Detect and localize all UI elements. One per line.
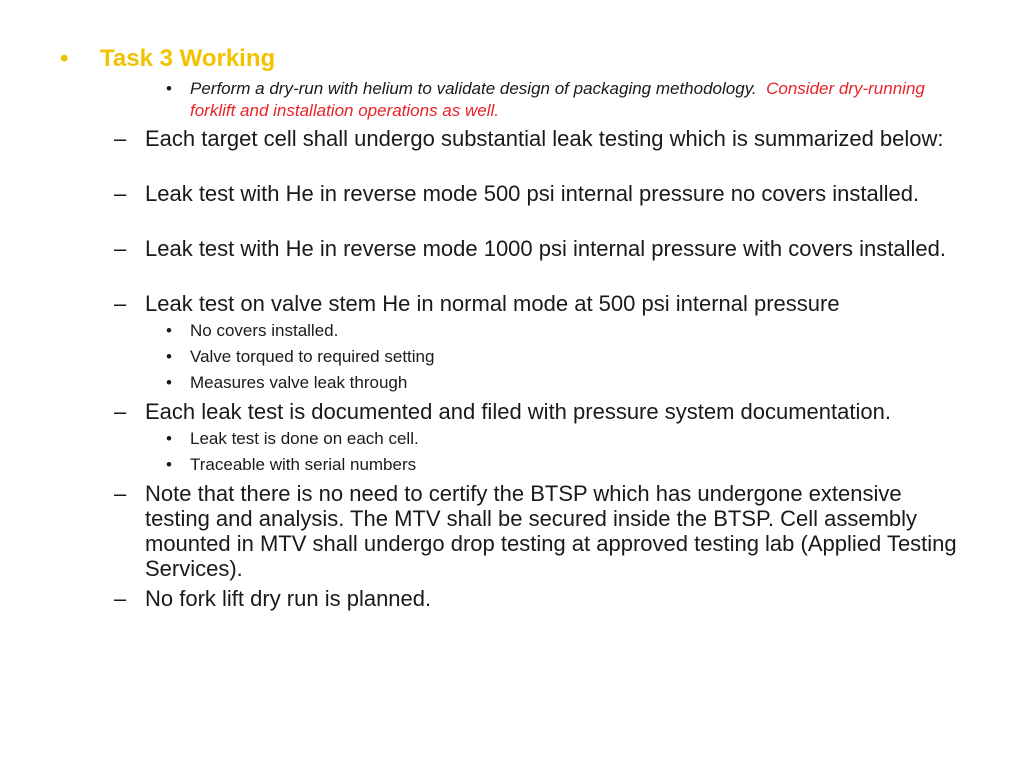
- sub-item-text: Traceable with serial numbers: [190, 455, 417, 474]
- sub-bullet: •: [166, 321, 172, 340]
- item-text: Each leak test is documented and filed with pressure system documentation.: [145, 399, 891, 424]
- dash-mark: –: [114, 586, 127, 611]
- item-text: Note that there is no need to certify the BTSP which has undergone extensive testing and analysis. The MTV shall be secured inside the BTSP. Cell assembly mounted in MTV shall undergo drop testing at approved testing lab (Applied Testing Services).: [145, 481, 957, 581]
- dash-mark: –: [114, 126, 127, 151]
- item-text: Each target cell shall undergo substantial leak testing which is summarized below:: [145, 126, 944, 151]
- heading-text: Task 3 Working: [100, 45, 276, 72]
- sub-item: [166, 320, 866, 342]
- list-item: [114, 181, 964, 206]
- dash-mark: –: [114, 481, 127, 506]
- dash-mark: –: [114, 181, 127, 206]
- list-item: [114, 236, 964, 261]
- note-red-text: Consider dry-running forklift and installation operations as well.: [190, 79, 925, 120]
- sub-bullet: •: [166, 455, 172, 474]
- sub-item: [166, 372, 866, 394]
- item-text: Leak test with He in reverse mode 500 psi internal pressure no covers installed.: [145, 181, 920, 206]
- sub-item-text: Valve torqued to required setting: [190, 347, 435, 366]
- list-item: [114, 481, 964, 581]
- sub-bullet: •: [166, 373, 172, 392]
- item-text: Leak test with He in reverse mode 1000 psi internal pressure with covers installed.: [145, 236, 946, 261]
- list-item: [114, 126, 964, 151]
- sub-item: [166, 428, 866, 450]
- sub-item-text: Measures valve leak through: [190, 373, 408, 392]
- sub-item-text: No covers installed.: [190, 321, 339, 340]
- sub-item-text: Leak test is done on each cell.: [190, 429, 419, 448]
- sub-item: [166, 454, 866, 476]
- sub-bullet: •: [166, 429, 172, 448]
- note-text: [190, 78, 956, 122]
- sub-bullet: •: [166, 347, 172, 366]
- list-item: [114, 291, 964, 316]
- item-text: No fork lift dry run is planned.: [145, 586, 432, 611]
- note-bullet: •: [166, 79, 172, 98]
- dash-mark: –: [114, 236, 127, 261]
- dry-run-note: [166, 78, 956, 122]
- list-item: [114, 586, 964, 611]
- dash-mark: –: [114, 399, 127, 424]
- sub-item: [166, 346, 866, 368]
- heading-bullet: •: [60, 45, 69, 72]
- item-text: Leak test on valve stem He in normal mode at 500 psi internal pressure: [145, 291, 840, 316]
- list-item: [114, 399, 964, 424]
- dash-mark: –: [114, 291, 127, 316]
- note-black-text: Perform a dry-run with helium to validate design of packaging methodology.: [190, 79, 757, 98]
